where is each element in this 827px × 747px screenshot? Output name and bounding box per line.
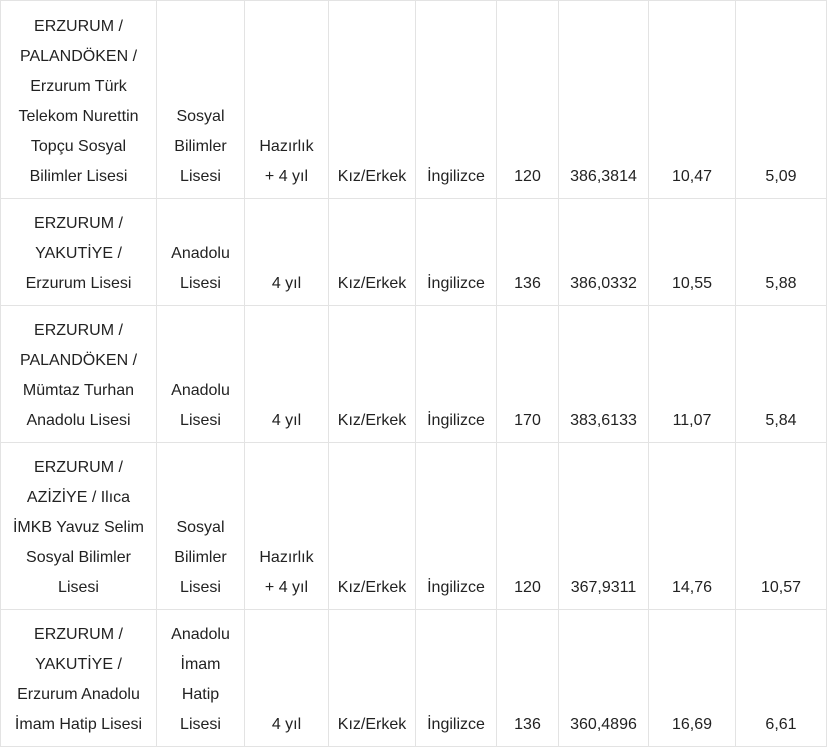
school-type-line: Lisesi: [180, 168, 221, 185]
school-type-line: İmam: [180, 656, 221, 673]
language-cell: İngilizce: [416, 443, 497, 610]
school-name-line: PALANDÖKEN /: [19, 48, 138, 65]
duration-line: 4 yıl: [271, 412, 302, 429]
table-row: [1, 306, 827, 443]
percentile-cell: 10,57: [736, 443, 827, 610]
school-name-line: Bilimler Lisesi: [29, 168, 128, 185]
school-name-line: Erzurum Lisesi: [25, 275, 132, 292]
quota-cell: 120: [497, 443, 559, 610]
quota-cell: 170: [497, 306, 559, 443]
duration-line: Hazırlık: [259, 549, 314, 566]
school-name-line: Telekom Nurettin: [18, 108, 139, 125]
gender-cell: Kız/Erkek: [329, 1, 416, 199]
school-name-line: ERZURUM /: [34, 18, 123, 35]
school-name-cell: [1, 1, 157, 199]
table-row: [1, 443, 827, 610]
language-cell: İngilizce: [416, 1, 497, 199]
school-type-line: Lisesi: [180, 579, 221, 596]
school-type-line: Lisesi: [180, 275, 221, 292]
quota-cell: 136: [497, 610, 559, 747]
language-cell: İngilizce: [416, 306, 497, 443]
school-type-cell: [157, 199, 245, 306]
school-type-line: Anadolu: [171, 245, 230, 262]
school-type-line: Hatip: [181, 686, 220, 703]
duration-cell: [245, 610, 329, 747]
percentile-cell: 14,76: [649, 443, 736, 610]
duration-line: + 4 yıl: [264, 579, 309, 596]
duration-line: 4 yıl: [271, 275, 302, 292]
school-name-line: Anadolu Lisesi: [26, 412, 131, 429]
gender-cell: Kız/Erkek: [329, 306, 416, 443]
school-type-line: Sosyal: [176, 108, 225, 125]
language-cell: İngilizce: [416, 199, 497, 306]
school-name-line: AZİZİYE / Ilıca: [26, 489, 131, 506]
school-name-line: Topçu Sosyal: [30, 138, 127, 155]
school-name-line: Erzurum Türk: [30, 78, 127, 95]
school-name-line: İmam Hatip Lisesi: [14, 716, 143, 733]
score-cell: 386,3814: [559, 1, 649, 199]
school-name-line: Erzurum Anadolu: [17, 686, 140, 703]
percentile-cell: 5,84: [736, 306, 827, 443]
duration-cell: [245, 1, 329, 199]
school-type-cell: [157, 1, 245, 199]
school-name-line: ERZURUM /: [34, 322, 123, 339]
duration-line: + 4 yıl: [264, 168, 309, 185]
percentile-cell: 6,61: [736, 610, 827, 747]
school-name-line: ERZURUM /: [34, 626, 123, 643]
school-name-line: PALANDÖKEN /: [19, 352, 138, 369]
percentile-cell: 11,07: [649, 306, 736, 443]
table-row: [1, 199, 827, 306]
school-name-line: İMKB Yavuz Selim: [12, 519, 144, 536]
school-name-line: Mümtaz Turhan: [22, 382, 135, 399]
school-name-line: Sosyal Bilimler: [26, 549, 131, 566]
percentile-cell: 10,47: [649, 1, 736, 199]
duration-cell: [245, 443, 329, 610]
gender-cell: Kız/Erkek: [329, 199, 416, 306]
school-name-line: Lisesi: [58, 579, 99, 596]
score-cell: 367,9311: [559, 443, 649, 610]
duration-cell: [245, 199, 329, 306]
school-name-cell: [1, 443, 157, 610]
school-type-line: Lisesi: [180, 412, 221, 429]
quota-cell: 136: [497, 199, 559, 306]
table-row: [1, 1, 827, 199]
score-cell: 386,0332: [559, 199, 649, 306]
quota-cell: 120: [497, 1, 559, 199]
school-type-line: Anadolu: [171, 382, 230, 399]
gender-cell: Kız/Erkek: [329, 443, 416, 610]
school-name-line: ERZURUM /: [34, 215, 123, 232]
school-type-line: Anadolu: [171, 626, 230, 643]
school-type-cell: [157, 610, 245, 747]
duration-line: Hazırlık: [259, 138, 314, 155]
duration-cell: [245, 306, 329, 443]
percentile-cell: 10,55: [649, 199, 736, 306]
school-name-line: YAKUTİYE /: [35, 656, 122, 673]
school-type-line: Sosyal: [176, 519, 225, 536]
table-row: [1, 610, 827, 747]
percentile-cell: 16,69: [649, 610, 736, 747]
school-type-cell: [157, 306, 245, 443]
gender-cell: Kız/Erkek: [329, 610, 416, 747]
school-type-line: Lisesi: [180, 716, 221, 733]
school-type-line: Bilimler: [174, 549, 227, 566]
school-name-cell: [1, 306, 157, 443]
percentile-cell: 5,09: [736, 1, 827, 199]
school-name-line: YAKUTİYE /: [35, 245, 122, 262]
score-cell: 383,6133: [559, 306, 649, 443]
percentile-cell: 5,88: [736, 199, 827, 306]
school-name-cell: [1, 610, 157, 747]
school-type-cell: [157, 443, 245, 610]
duration-line: 4 yıl: [271, 716, 302, 733]
language-cell: İngilizce: [416, 610, 497, 747]
score-cell: 360,4896: [559, 610, 649, 747]
school-name-line: ERZURUM /: [34, 459, 123, 476]
school-name-cell: [1, 199, 157, 306]
school-type-line: Bilimler: [174, 138, 227, 155]
